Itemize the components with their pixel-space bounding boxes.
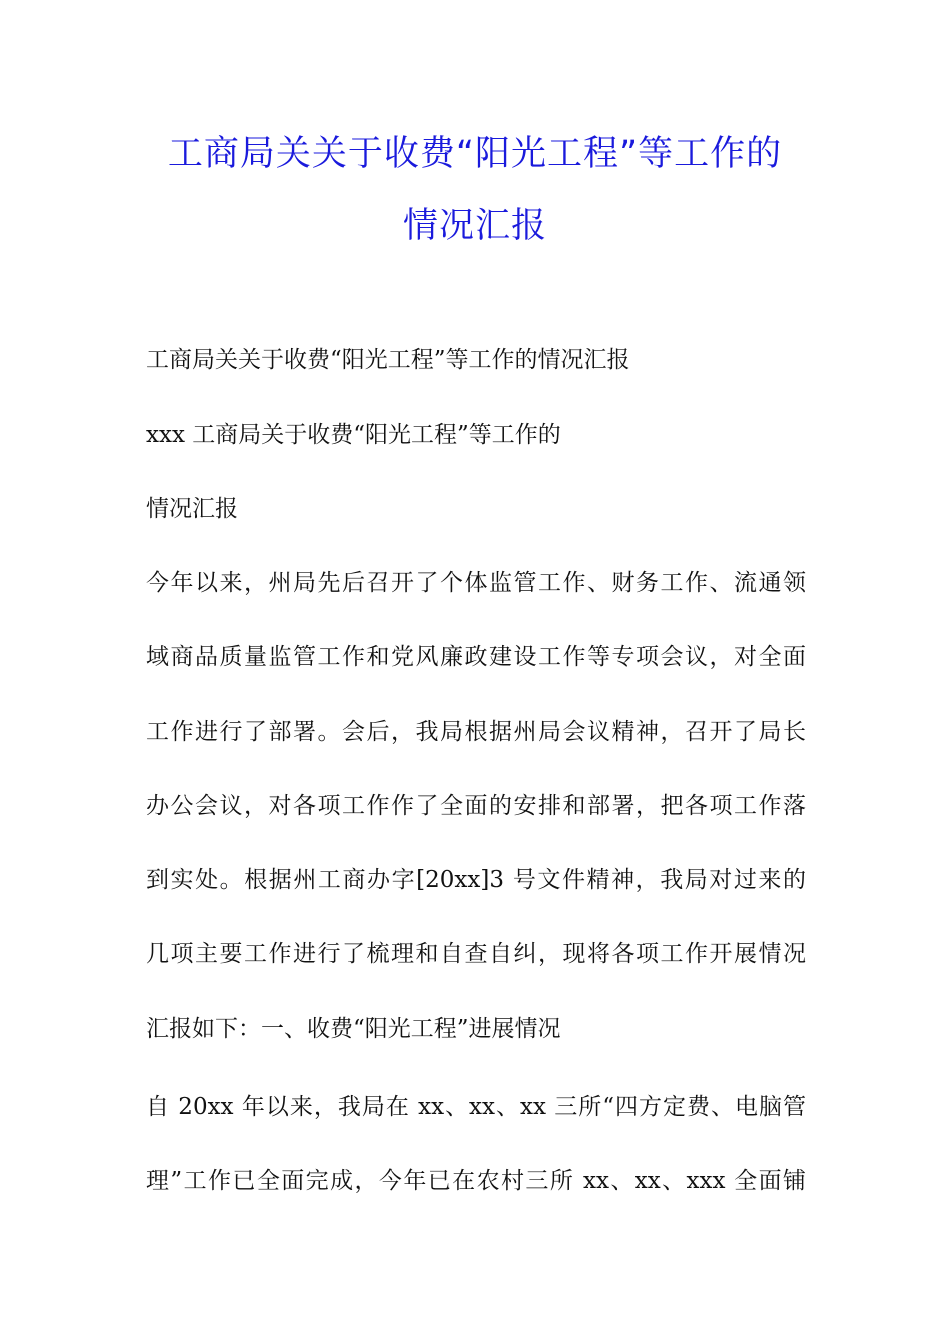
paragraph-line: 理”工作已全面完成，今年已在农村三所 xx、xx、xxx 全面铺: [146, 1168, 806, 1194]
paragraph-line: 办公会议，对各项工作作了全面的安排和部署，把各项工作落: [146, 793, 806, 819]
paragraph-line: 几项主要工作进行了梳理和自查自纠，现将各项工作开展情况: [146, 941, 806, 967]
paragraph-line: 工作进行了部署。会后，我局根据州局会议精神，召开了局长: [146, 719, 806, 745]
paragraph-line: 域商品质量监管工作和党风廉政建设工作等专项会议，对全面: [146, 644, 806, 670]
paragraph-line: 到实处。根据州工商办字[20xx]3 号文件精神，我局对过来的: [146, 867, 806, 893]
document-title-line-1: 工商局关关于收费“阳光工程”等工作的: [167, 134, 783, 174]
subtitle-line: 工商局关关于收费“阳光工程”等工作的情况汇报: [146, 347, 630, 373]
heading-line: xxx 工商局关于收费“阳光工程”等工作的: [146, 422, 561, 448]
document-title-line-2: 情况汇报: [402, 206, 547, 246]
paragraph-line: 自 20xx 年以来，我局在 xx、xx、xx 三所“四方定费、电脑管: [146, 1094, 806, 1120]
paragraph-line: 汇报如下：一、收费“阳光工程”进展情况: [146, 1016, 561, 1042]
paragraph-line: 今年以来，州局先后召开了个体监管工作、财务工作、流通领: [146, 570, 806, 596]
heading-line-continued: 情况汇报: [146, 496, 238, 522]
